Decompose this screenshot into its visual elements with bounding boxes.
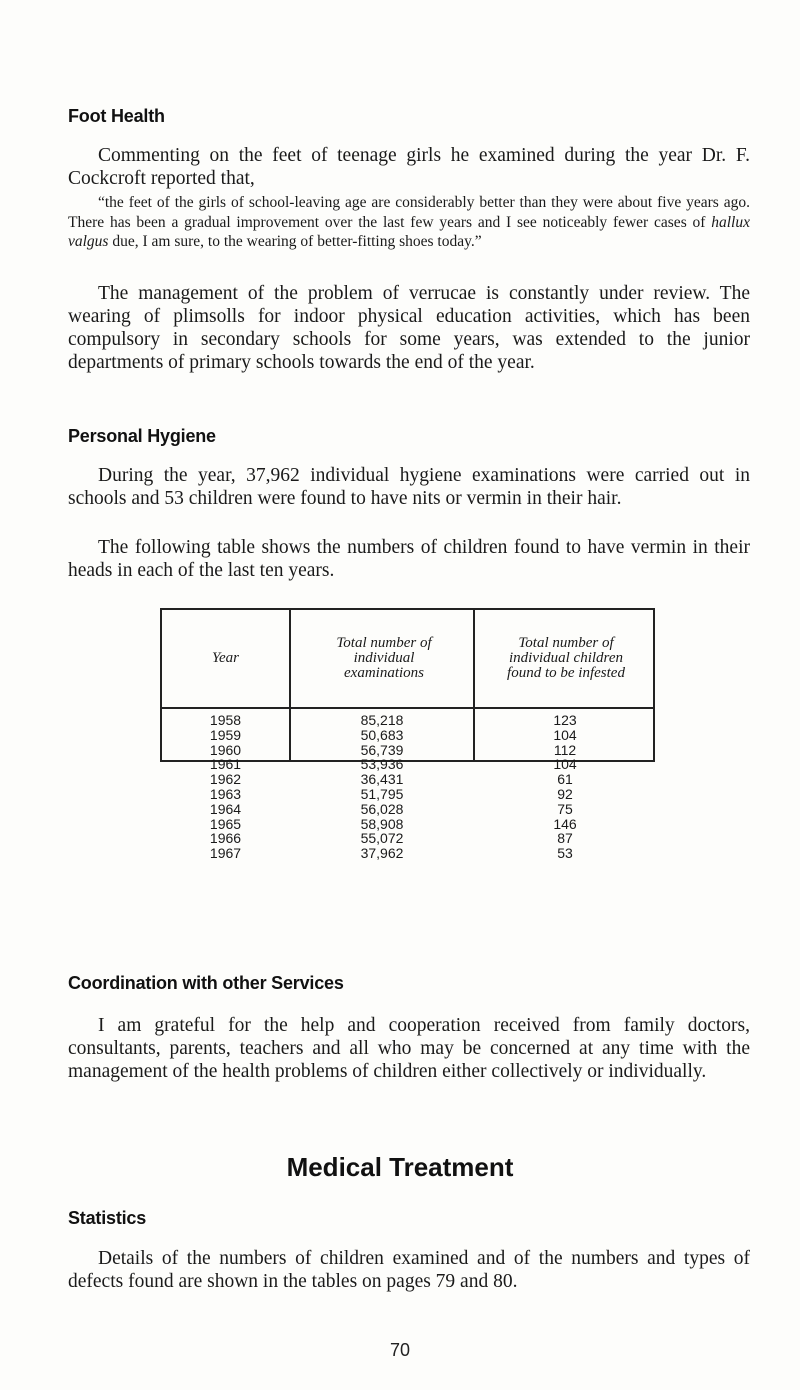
statistics-paragraph: Details of the numbers of children examined and of the numbers and types of defects found are shown in the tables on pages 79 and 80. <box>68 1248 750 1292</box>
cell-examinations: 37,962 <box>360 845 404 862</box>
personal-hygiene-heading: Personal Hygiene <box>68 426 216 446</box>
infested-column <box>475 713 655 861</box>
cell-infested: 87 <box>557 830 573 847</box>
examinations-column <box>291 713 473 861</box>
cell-year: 1959 <box>209 726 242 743</box>
cell-examinations: 53,936 <box>360 756 404 773</box>
quote-italic-term: hallux valgus <box>68 213 750 250</box>
cell-infested: 104 <box>553 726 577 743</box>
cell-examinations: 36,431 <box>360 771 404 788</box>
page-number: 70 <box>389 1340 411 1360</box>
header-infested: Total number of individual children found to be infested <box>507 635 625 681</box>
cell-year: 1967 <box>209 845 242 862</box>
cell-examinations: 55,072 <box>360 830 404 847</box>
coordination-paragraph: I am grateful for the help and cooperation received from family doctors, consultants, parents, teachers and all who may be concerned at any time with the management of the health problems of children either collectively or individually. <box>68 1015 750 1082</box>
cell-year: 1963 <box>209 785 242 802</box>
header-year: Year <box>212 650 239 666</box>
cell-infested: 104 <box>553 756 577 773</box>
cell-infested: 61 <box>557 771 573 788</box>
cell-examinations: 58,908 <box>360 815 404 832</box>
cell-examinations: 85,218 <box>360 712 404 728</box>
cell-infested: 92 <box>557 785 573 802</box>
statistics-heading: Statistics <box>68 1208 147 1228</box>
hygiene-paragraph-2: The following table shows the numbers of children found to have vermin in their heads in each of the last ten years. <box>68 537 750 581</box>
table-header-rule <box>162 707 653 709</box>
cell-examinations: 56,028 <box>360 800 404 817</box>
cell-year: 1961 <box>209 756 242 773</box>
cell-examinations: 56,739 <box>360 741 404 758</box>
verrucae-paragraph: The management of the problem of verrucae is constantly under review. The wearing of plimsolls for indoor physical education activities, which has been compulsory in secondary schools for some years, was extended to the junior departments of primary schools towards the end of the year. <box>68 283 750 373</box>
quote-text-end: due, I am sure, to the wearing of better-fitting shoes today.” <box>108 233 482 250</box>
medical-treatment-title: Medical Treatment <box>286 1152 514 1182</box>
foot-health-intro: Commenting on the feet of teenage girls he examined during the year Dr. F. Cockcroft reported that, <box>68 145 750 189</box>
cell-examinations: 50,683 <box>360 726 404 743</box>
cell-infested: 53 <box>557 845 573 862</box>
cell-infested: 123 <box>553 712 577 728</box>
cell-year: 1965 <box>209 815 242 832</box>
cell-year: 1958 <box>209 712 242 728</box>
quote-text-start: “the feet of the girls of school-leaving age are considerably better than they were about five years ago. There has been a gradual improvement over the last few years and I see noticeably fewer cases of <box>68 194 750 231</box>
cell-examinations: 51,795 <box>360 785 404 802</box>
cell-year: 1960 <box>209 741 242 758</box>
header-examinations: Total number of individual examinations <box>336 635 432 681</box>
cell-infested: 112 <box>553 741 577 758</box>
cell-year: 1966 <box>209 830 242 847</box>
vermin-table <box>160 608 655 862</box>
cell-infested: 75 <box>557 800 573 817</box>
foot-health-quote <box>68 193 750 252</box>
year-column <box>162 713 289 861</box>
hygiene-paragraph-1: During the year, 37,962 individual hygiene examinations were carried out in schools and 53 children were found to have nits or vermin in their hair. <box>68 465 750 509</box>
coordination-heading: Coordination with other Services <box>68 973 344 993</box>
foot-health-heading: Foot Health <box>68 106 165 126</box>
cell-year: 1962 <box>209 771 242 788</box>
cell-year: 1964 <box>209 800 242 817</box>
cell-infested: 146 <box>553 815 577 832</box>
